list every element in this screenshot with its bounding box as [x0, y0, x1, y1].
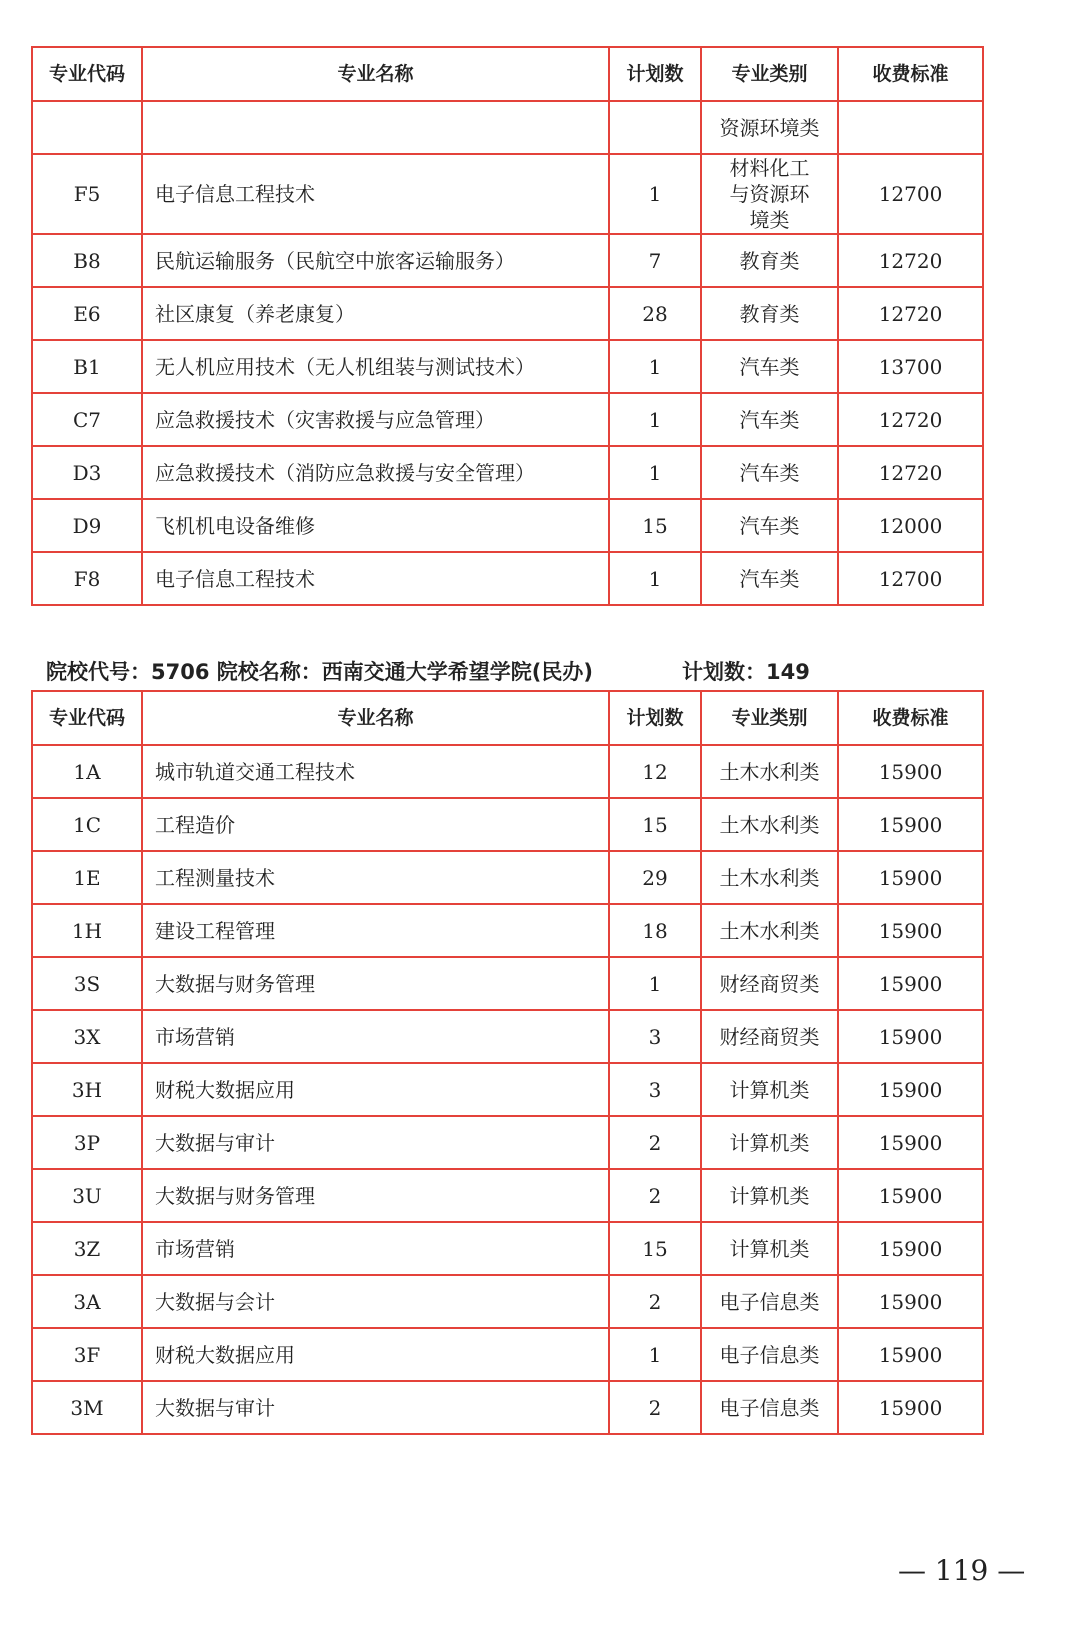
cell-code: 3A	[32, 1275, 142, 1328]
cell-name: 电子信息工程技术	[142, 552, 609, 605]
cell-code: 3H	[32, 1063, 142, 1116]
cell-code: E6	[32, 287, 142, 340]
table-row	[32, 499, 983, 552]
cell-plan: 2	[609, 1275, 701, 1328]
cell-category: 汽车类	[701, 499, 838, 552]
cell-category: 财经商贸类	[701, 957, 838, 1010]
cell-category: 计算机类	[701, 1169, 838, 1222]
cell-code: 3U	[32, 1169, 142, 1222]
cell-plan: 1	[609, 1328, 701, 1381]
col-header-fee: 收费标准	[838, 691, 983, 745]
cell-code: 3P	[32, 1116, 142, 1169]
cell-plan: 15	[609, 499, 701, 552]
col-header-name: 专业名称	[142, 691, 609, 745]
enrollment-table-5706	[31, 690, 984, 1435]
cell-fee: 12720	[838, 287, 983, 340]
cell-plan	[609, 101, 701, 154]
cell-code: F5	[32, 154, 142, 234]
table-row	[32, 1381, 983, 1434]
cell-category: 汽车类	[701, 446, 838, 499]
cell-category: 汽车类	[701, 552, 838, 605]
cell-plan: 12	[609, 745, 701, 798]
cell-fee: 15900	[838, 1010, 983, 1063]
cell-name: 无人机应用技术（无人机组装与测试技术）	[142, 340, 609, 393]
table-header-row	[32, 691, 983, 745]
cell-code: 1C	[32, 798, 142, 851]
page-number: — 119 —	[898, 1554, 1026, 1587]
cell-plan: 3	[609, 1010, 701, 1063]
cell-category: 教育类	[701, 234, 838, 287]
cell-category: 土木水利类	[701, 745, 838, 798]
cell-code: 3X	[32, 1010, 142, 1063]
table-row	[32, 1328, 983, 1381]
cell-code: F8	[32, 552, 142, 605]
school-plan-total: 计划数：149	[682, 660, 810, 684]
table-row	[32, 446, 983, 499]
cell-name: 电子信息工程技术	[142, 154, 609, 234]
table-row	[32, 552, 983, 605]
col-header-code: 专业代码	[32, 691, 142, 745]
cell-category: 计算机类	[701, 1063, 838, 1116]
cell-fee: 15900	[838, 1169, 983, 1222]
table-row	[32, 340, 983, 393]
cell-name: 应急救援技术（灾害救援与应急管理）	[142, 393, 609, 446]
cell-name: 城市轨道交通工程技术	[142, 745, 609, 798]
cell-category: 电子信息类	[701, 1275, 838, 1328]
cell-code: 1E	[32, 851, 142, 904]
cell-name: 工程测量技术	[142, 851, 609, 904]
cell-category: 土木水利类	[701, 851, 838, 904]
cell-fee: 15900	[838, 1328, 983, 1381]
cell-fee: 15900	[838, 851, 983, 904]
cell-plan: 2	[609, 1381, 701, 1434]
cell-code: D9	[32, 499, 142, 552]
cell-fee: 15900	[838, 904, 983, 957]
cell-plan: 1	[609, 957, 701, 1010]
cell-category: 汽车类	[701, 393, 838, 446]
cell-name: 工程造价	[142, 798, 609, 851]
cell-fee: 15900	[838, 1222, 983, 1275]
table-row	[32, 745, 983, 798]
col-header-name: 专业名称	[142, 47, 609, 101]
cell-name: 飞机机电设备维修	[142, 499, 609, 552]
cell-code: 3S	[32, 957, 142, 1010]
col-header-category: 专业类别	[701, 691, 838, 745]
cell-plan: 1	[609, 393, 701, 446]
cell-plan: 1	[609, 552, 701, 605]
cell-name: 建设工程管理	[142, 904, 609, 957]
table-row	[32, 1010, 983, 1063]
table-row	[32, 957, 983, 1010]
cell-name: 应急救援技术（消防应急救援与安全管理）	[142, 446, 609, 499]
cell-fee	[838, 101, 983, 154]
table-row	[32, 287, 983, 340]
cell-fee: 12000	[838, 499, 983, 552]
cell-plan: 3	[609, 1063, 701, 1116]
table-row	[32, 1222, 983, 1275]
cell-code: C7	[32, 393, 142, 446]
cell-code: 3M	[32, 1381, 142, 1434]
cell-plan: 2	[609, 1169, 701, 1222]
cell-fee: 15900	[838, 957, 983, 1010]
cell-name: 财税大数据应用	[142, 1063, 609, 1116]
table-row	[32, 1275, 983, 1328]
col-header-plan: 计划数	[609, 691, 701, 745]
cell-name: 市场营销	[142, 1010, 609, 1063]
table-row	[32, 851, 983, 904]
cell-plan: 2	[609, 1116, 701, 1169]
cell-category: 土木水利类	[701, 904, 838, 957]
cell-fee: 15900	[838, 1063, 983, 1116]
cell-plan: 1	[609, 340, 701, 393]
cell-name: 民航运输服务（民航空中旅客运输服务）	[142, 234, 609, 287]
cell-code: B1	[32, 340, 142, 393]
table-row	[32, 1116, 983, 1169]
cell-name: 社区康复（养老康复）	[142, 287, 609, 340]
cell-code: D3	[32, 446, 142, 499]
cell-fee: 15900	[838, 1116, 983, 1169]
cell-plan: 1	[609, 446, 701, 499]
cell-code: B8	[32, 234, 142, 287]
cell-fee: 12720	[838, 393, 983, 446]
col-header-category: 专业类别	[701, 47, 838, 101]
cell-fee: 12720	[838, 234, 983, 287]
enrollment-table-continued	[31, 46, 984, 606]
cell-code: 3Z	[32, 1222, 142, 1275]
cell-fee: 15900	[838, 745, 983, 798]
table-row	[32, 798, 983, 851]
cell-name: 大数据与审计	[142, 1381, 609, 1434]
cell-fee: 12700	[838, 154, 983, 234]
cell-fee: 12720	[838, 446, 983, 499]
table-row	[32, 154, 983, 234]
cell-name: 大数据与财务管理	[142, 957, 609, 1010]
cell-category: 材料化工与资源环境类	[701, 154, 838, 234]
cell-name: 大数据与财务管理	[142, 1169, 609, 1222]
cell-fee: 15900	[838, 1275, 983, 1328]
cell-category: 土木水利类	[701, 798, 838, 851]
cell-category: 电子信息类	[701, 1381, 838, 1434]
col-header-code: 专业代码	[32, 47, 142, 101]
cell-category: 财经商贸类	[701, 1010, 838, 1063]
cell-plan: 18	[609, 904, 701, 957]
school-info: 院校代号：5706 院校名称：西南交通大学希望学院(民办)	[46, 660, 593, 684]
cell-fee: 12700	[838, 552, 983, 605]
table-header-row	[32, 47, 983, 101]
cell-code	[32, 101, 142, 154]
cell-category: 电子信息类	[701, 1328, 838, 1381]
cell-code: 1A	[32, 745, 142, 798]
cell-category: 教育类	[701, 287, 838, 340]
table-row	[32, 101, 983, 154]
cell-plan: 28	[609, 287, 701, 340]
table-row	[32, 234, 983, 287]
cell-fee: 15900	[838, 798, 983, 851]
col-header-fee: 收费标准	[838, 47, 983, 101]
cell-name	[142, 101, 609, 154]
table-row	[32, 1169, 983, 1222]
cell-category: 资源环境类	[701, 101, 838, 154]
cell-code: 3F	[32, 1328, 142, 1381]
table-row	[32, 1063, 983, 1116]
cell-plan: 15	[609, 1222, 701, 1275]
cell-plan: 15	[609, 798, 701, 851]
cell-name: 市场营销	[142, 1222, 609, 1275]
cell-plan: 1	[609, 154, 701, 234]
cell-code: 1H	[32, 904, 142, 957]
cell-plan: 29	[609, 851, 701, 904]
col-header-plan: 计划数	[609, 47, 701, 101]
cell-category: 汽车类	[701, 340, 838, 393]
cell-name: 大数据与会计	[142, 1275, 609, 1328]
cell-category: 计算机类	[701, 1222, 838, 1275]
cell-fee: 13700	[838, 340, 983, 393]
cell-plan: 7	[609, 234, 701, 287]
cell-category: 计算机类	[701, 1116, 838, 1169]
table-row	[32, 393, 983, 446]
cell-fee: 15900	[838, 1381, 983, 1434]
cell-name: 大数据与审计	[142, 1116, 609, 1169]
table-row	[32, 904, 983, 957]
cell-name: 财税大数据应用	[142, 1328, 609, 1381]
school-header	[46, 656, 810, 686]
